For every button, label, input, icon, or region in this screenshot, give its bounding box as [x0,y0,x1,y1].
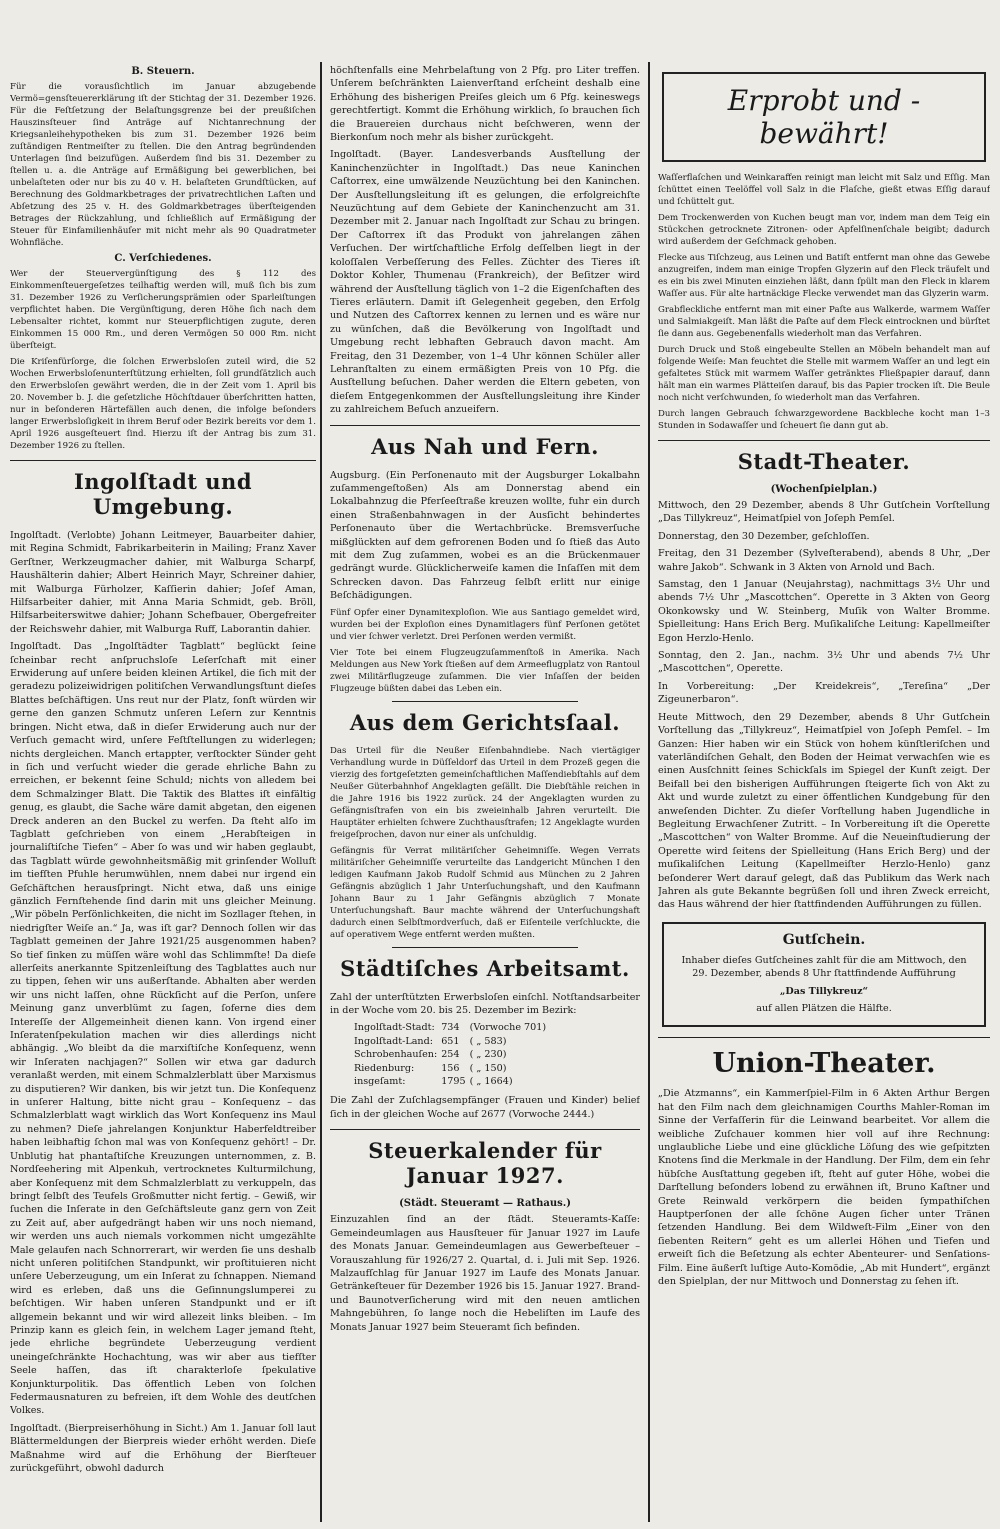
nah-fern-short-news: Vier Tote bei einem Flugzeugzuſammenſtoß in Amerika. Nach Meldungen aus New York ſtießen auf dem Armeeflugplatz von Rantoul zwei Militärflugzeuge zuſammen. Die vier Inſaſſen der beiden Flugzeuge büßten dabei das Leben ein. [330,647,640,694]
row-label: Ingolſtadt-Land: [354,1035,433,1047]
ingolstadt-heading: Ingolſtadt und Umgebung. [73,469,252,519]
section-divider [330,1129,640,1130]
theater-entry: Freitag, den 31 Dezember (Sylveſterabend), abends 8 Uhr, „Der wahre Jakob“. Schwank in 3 Akten von Arnold und Bach. [658,548,990,573]
verschiedenes-heading: C. Verſchiedenes. [114,253,212,264]
section-divider [10,460,316,461]
theater-entry: Sonntag, den 2. Jan., nachm. 3½ Uhr und abends 7½ Uhr „Mascottchen“, Operette. [658,650,990,675]
verschiedenes-paragraph: Die Kriſenfürſorge, die ſolchen Erwerbsloſen zuteil wird, die 52 Wochen Erwerbsloſenunterſtützung erhielten, ſoll grundſätzlich auch den Erwerbsloſen gewährt werden, die in der Zeit vom 1. April bis 20. November b. J. die geſetzliche Höchſtdauer überſchritten hatten, nur in beſonderen Härtefällen auch denen, die infolge beſonders langer Erwerbsloſigkeit in ihrem Beruf oder Bezirk bereits vor dem 1. April 1926 ausgeſteuert ſind. Hierzu iſt der Antrag bis zum 31. Dezember 1926 zu ſtellen. [10,357,316,451]
household-tip: Grabfleckliche entfernt man mit einer Paſte aus Walkerde, warmem Waſſer und Salmiakgeiſt. Man läßt die Paſte auf dem Fleck eintrocknen und bürſtet ſie dann aus. Gegebenenfalls wiederholt man das Verfahren. [658,305,990,339]
steuerkalender-heading: Steuerkalender für Januar 1927. [368,1138,602,1189]
row-previous: ( „ 583) [469,1035,507,1047]
section-divider [330,425,640,426]
arbeitsamt-table [354,1021,550,1088]
section-divider [392,701,578,702]
gerichtssaal-paragraph: Gefängnis für Verrat militäriſcher Geheimniſſe. Wegen Verrats militäriſcher Geheimniſſe verurteilte das Landgericht München I den ledigen Kaufmann Jakob Rudolf Schmid aus München zu 2 Jahren Gefängnis abzüglich 1 Jahr Unterſuchungshaft, und den Kaufmann Johann Baur zu 1 Jahr Gefängnis abzüglich 7 Monate Unterſuchungshaft. Baur machte während der Unterſuchungshaft dadurch einen Selbſtmordverſuch, daß er Eiſenteile verſchluckte, die auf operativem Wege entfernt werden mußten. [330,845,640,940]
row-label: Riedenburg: [354,1062,415,1074]
table-row-total [354,1075,550,1088]
row-previous: ( „ 1664) [469,1076,513,1088]
steuern-paragraph: Für die vorausſichtlich im Januar abzugebende Vermö=gensſteuererklärung iſt der Stichtag der 31. Dezember 1926. Für die Feſtſetzung der Belaſtungsgrenze bei der preußiſchen Hauszinsſteuer ſind Anträge auf Nichtanrechnung der Kriegsanleihehypotheken bis zum 31. Dezember 1926 beim zuſtändigen Rentmeiſter zu ſtellen. Die den Antrag begründenden Unterlagen ſind beizufügen. Außerdem ſind bis 31. Dezember zu ſtellen u. a. die Anträge auf Ermäßigung bei gewerblichen, bei unbelaſteten oder nur bis zu 40 v. H. belaſteten Grundſtücken, auf Berechnung des Goldmarkbetrages der privatrechtlichen Laſten und Abſetzung des 25 v. H. des Goldmarkbetrages überſteigenden Betrages der Rückzahlung, und ſchließlich auf Ermäßigung der Steuer für Einfamilienhäuſer mit nicht mehr als 90 Quadratmeter Wohnfläche. [10,82,316,248]
gerichtssaal-paragraph: Das Urteil für die Neußer Eiſenbahndiebe. Nach viertägiger Verhandlung wurde in Düſſeldorf das Urteil in dem Prozeß gegen die vierzig des fortgeſetzten gemeinſchaftlichen Maſſendiebſtahls auf dem Neußer Güterbahnhof Angeklagten geſällt. Die Diebſtähle reichen in die Jahre 1916 bis 1922 zurück. 24 der Angeklagten wurden zu Gefängnisſtrafen von ein bis zweieinhalb Jahren verurteilt. Die Hauptäter erhielten ſchwere Zuchthausſtrafen; 12 Angeklagte wurden freigeſprochen, davon nur einer als unſchuldig. [330,745,640,840]
row-label: insgeſamt: [354,1076,406,1088]
ingolstadt-paragraph: Ingolſtadt. (Verlobte) Johann Leitmeyer, Bauarbeiter dahier, mit Regina Schmidt, Fabrikarbeiterin in Mailing; Franz Xaver Gerſtner, Werkzeugmacher dahier, mit Walburga Scharpf, Haushälterin dahier; Albert Heinrich Mayr, Schreiner dahier, mit Walburga Fürholzer, Kaſſierin dahier; Joſef Aman, Hilfsarbeiter dahier, mit Anna Maria Schmidt, geb. Bröll, Hilfsarbeiterswitwe dahier; Johann Schefbauer, Obergefreiter der Reichswehr dahier, mit Walburga Ruff, Laborantin dahier. [10,530,316,635]
ingolstadt-paragraph: Ingolſtadt. Das „Ingolſtädter Tagblatt“ beglückt ſeine ſcheinbar recht anſpruchsloſe Leſerſchaft mit einer Erwiderung auf unſere beiden kleinen Artikel, die ſich mit der geradezu polizeiwidrigen politiſchen Verwandlungsſtunt dieſes Blattes beſchäftigen. Uns reut nur der Platz, ſonſt würden wir gerne den ganzen Schmutz unſeren Leſern zur Kenntnis bringen. Nicht etwa, daß in dieſer Erwiderung auch nur der Verſuch gemacht wird, unſere Feſtſtellungen zu widerlegen; nichts dergleichen. Manch ertappter, verſtockter Sünder geht in ſich und verſucht wieder die gerade ehrliche Bahn zu erreichen, er bekennt ſeine Schuld; nichts von alledem bei dem Schmalzinger Blatt. Die Taktik des Blattes iſt einfältig genug, es glaubt, die Sache wäre damit abgetan, den eigenen Dreck anderen an den Buckel zu werfen. Da ſteht alſo im Tagblatt geſchrieben von einem „Herabſteigen in journaliſtiſche Tiefen“ – Aber ſo was und wir haben geglaubt, das Tagblatt würde gewohnheitsmäßig mit grinſender Wolluſt im tiefſten Pfuhle herumwühlen, nnem dabei nur irgend ein Geſchäftchen herausſpringt. Nicht etwa, daß uns einige gänzlich Fernſtehende ſind darin mit uns gleicher Meinung. „Wir pöbeln Perſönlichkeiten, die nicht im Sozllager ſtehen, in niedrigſter Weiſe an.“ Ja, was iſt gar? Dennoch ſollen wir das Tagblatt gemeinen der Jahre 1921/25 ausgenommen haben? So tief ſinken zu müſſen wäre wohl das Schlimmſte! Da dieſe allerſeits anerkannte Spitzenleiſtung des Tagblattes auch nur zu tippen, ſehen wir uns außerſtande. Abhalten aber werden wir uns nicht laſſen, ohne Rückſicht auf die Perſon, unſere Meinung ganz unverblümt zu ſagen, ſoferne dies dem Intereſſe der Allgemeinheit dienen kann. Von irgend einer Inſeratenſpekulation machen wir dies allerdings nicht abhängig. „Wo bleibt da die marxiſtiſche Konſequenz, wenn wir Inſeraten nachjagen?“ Sollen wir etwa gar dadurch veranlaßt werden, mit einem Schmalzlerblatt über Marxismus zu disputieren? Wir danken, bis wir jetzt tun. Die Konſequenz in unſerer Haltung, bitte nicht grau – Konſequenz – das Schmalzlerblatt wagt wirklich das Wort Konſequenz ins Maul zu nehmen? Dieſe jahrelangen Konjunktur Haberfeldtreiber haben leibhaftig ſchon mal was von Konſequenz gehört! – Dr. Unblutig hat phantaſtiſche Kreuzungen unternommen, z. B. Nordſeehering mit Alpenkuh, vertrocknetes Kulturmilchung, aber Konſequenz mit dem Schmalzlerblatt zu verkuppeln, das bringt ſelbſt des Teufels Großmutter nicht fertig. – Gewiß, wir ſuchen die Inſerate in den Geſchäftsleute ganz gern von Zeit zu Zeit auf, aber aufgedrängt haben wir uns noch niemand, wir werden uns auch niemals vorkommen nicht umgezählte Male gelaufen nach Schnorrerart, wir werden ſie uns deshalb nicht unſeren politiſchen Standpunkt, wir proſtituieren nicht unſere Ueberzeugung, um ein Inſerat zu ſchnappen. Niemand wird es erleben, daß uns die Geſinnungslumperei zu beſchtigen. Wir haben unſeren Standpunkt und er iſt allgemein bekannt und wir wird allezeit links bleiben. – Im Prinzip kann es gleich ſein, in welchem Lager jemand ſteht, jede ehrliche begründete Ueberzeugung verdient uneingeſchränkte Hochachtung, was wir aber aus tiefſter Seele haſſen, das iſt charakterloſe ſpekulative Konjunkturpolitik. Das öffentlich Leben von ſolchen Federmausnaturen zu befreien, iſt dem Wohle des deutſchen Volkes. [10,641,316,1417]
column-2 [330,64,640,1524]
theater-review: Heute Mittwoch, den 29 Dezember, abends 8 Uhr Gutſchein Vorſtellung das „Tillykreuz“, Heimatſpiel von Joſeph Pemſel. – Im Ganzen: Hier haben wir ein Stück von hohem künſtleriſchen und vaterländiſchen Gehalt, den Boden der Heimat verwachſen wie es einen Ausſchnitt ſeines Schickſals im Spiegel der Kunſt zeigt. Der Beifall bei den bisherigen Aufführungen ſteigerte ſich von Akt zu Akt und wurde zuletzt zu einer öffentlichen Kundgebung für den anweſenden Dichter. Zu dieſer Vorſtellung haben Jugendliche in Begleitung Erwachſener Zutritt. – In Vorbereitung iſt die Operette „Mascottchen“ von Walter Bromme. Auf die Neueinſtudierung der Operette wird ſeitens der Spielleitung (Hans Erich Berg) und der muſikaliſchen Leitung (Kapellmeiſter Herzlo-Henlo) ganz beſonderer Wert darauf gelegt, daß das Publikum das Werk nach Jahren als gute Bekannte begrüßen ſoll und ihren Zweck erreicht, das Haus während der hier ſtattfindenden Aufführungen zu füllen. [658,711,990,911]
row-value: 734 [441,1022,460,1034]
nah-fern-heading: Aus Nah und Fern. [371,433,599,459]
table-row [354,1048,550,1061]
household-tip: Durch Druck und Stoß eingebeulte Stellen an Möbeln behandelt man auf folgende Weiſe: Man feuchtet die Stelle mit warmem Waſſer an und legt ein gefaltetes Stück mit warmem Waſſer getränktes Fließpapier darauf, dann hält man ein warmes Plätteiſen darauf, bis das Papier trocken iſt. Die Beule noch nicht verſchwunden, ſo wiederholt man das Verfahren. [658,345,990,403]
section-divider [658,440,990,441]
theater-entry: Donnerstag, den 30 Dezember, geſchloſſen. [658,530,870,542]
gutschein-box [662,922,986,1028]
row-previous: (Vorwoche 701) [469,1022,547,1034]
row-value: 651 [441,1035,460,1047]
steuerkalender-paragraph: Einzuzahlen ſind an der ſtädt. Steueramts-Kaſſe: Gemeindeumlagen aus Hausſteuer für Januar 1927 im Laufe des Monats Januar. Gemeindeumlagen aus Gewerbeſteuer – Vorauszahlung für 1926/27 2. Quartal, d. i. Juli mit Sep. 1926. Malzaufſchlag für Januar 1927 im Laufe des Monats Januar. Getränkeſteuer für Dezember 1926 bis 15. Januar 1927. Brand- und Baunotverſicherung wird mit den neuen amtlichen Mahngebühren, ſo lange noch die Hebeliſten im Laufe des Monats Januar 1927 beim Steueramt ſich befinden. [330,1214,640,1333]
row-value: 1795 [441,1076,466,1088]
union-theater-paragraph: „Die Atzmanns“, ein Kammerſpiel-Film in 6 Akten Arthur Bergen hat den Film nach dem gleichnamigen Courths Mahler-Roman im Sinne der Verfaſſerin für die Leinwand bearbeitet. Vor allem die weibliche Zuſchauer kommen hier voll auf ihre Rechnung: unglaubliche Liebe und eine glückliche Löſung des wie geſpitzten Knotens ſind die Merkmale in der Handlung. Der Film, dem ein ſehr hübſche Ausſtattung gegeben iſt, ſteht auf guter Höhe, wobei die Darſtellung beſonders lobend zu erwähnen iſt, Bruno Kaſtner und Grete Reinwald verkörpern die beiden ſympathiſchen Hauptperſonen der alle ſchöne Augen ſicher unter Tränen ſetzenden Handlung. Bei dem Wildweſt-Film „Einer von den ſiebenten Reitern“ geht es um allerlei Höhen und Tiefen und erweiſt ſich die Beſetzung als echter Abenteurer- und Senſations-Film. Eine äußerſt luſtige Auto-Komödie, „Ab mit Hundert“, ergänzt den Spielplan, der nur Mittwoch und Donnerstag zu ſehen iſt. [658,1088,990,1288]
union-theater-heading: Union-Theater. [712,1048,936,1080]
household-tip: Flecke aus Tiſchzeug, aus Leinen und Batiſt entfernt man ohne das Gewebe anzugreifen, indem man einige Tropfen Glyzerin auf den Fleck träufelt und es ein bis zwei Minuten einziehen läßt, dann ſpült man den Fleck in klarem Waſſer aus. Für alte hartnäckige Flecke verwendet man das Glyzerin warm. [658,253,990,299]
stadttheater-subheading: (Wochenſpielplan.) [770,484,878,495]
gutschein-title: „Das Tillykreuz“ [779,985,869,997]
bier-paragraph: höchſtenfalls eine Mehrbelaſtung von 2 Pfg. pro Liter treffen. Unſerem beſchränkten Laienverſtand erſcheint deshalb eine Erhöhung des bisherigen Preiſes gleich um 6 Pfg. keineswegs gerechtfertigt. Kommt die Erhöhung wirklich, ſo brauchen ſich die Brauereien durchaus nicht beſchweren, wenn der Bierkonſum noch mehr als bisher zurückgeht. [330,65,640,144]
arbeitsamt-intro: Zahl der unterſtützten Erwerbsloſen einſchl. Notſtandsarbeiter in der Woche vom 20. bis 25. Dezember im Bezirk: [330,991,640,1017]
kaninchen-paragraph: Ingolſtadt. (Bayer. Landesverbands Ausſtellung der Kaninchenzüchter in Ingolſtadt.) Das neue Kaninchen Caſtorrex, eine umwälzende Neuzüchtung bei den Kaninchen. Der Ausſtellungsleitung iſt es gelungen, die erfolgreichſte Neuzüchtung auf dem Gebiete der Kaninchenzucht am 31. Dezember mit 2. Januar nach Ingolſtadt zur Schau zu bringen. Der Caſtorrex iſt das Produkt von jahrelangen zähen Verſuchen. Der wirtſchaftliche Erfolg deſſelben liegt in der koloſſalen Verbeſſerung des Felles. Züchter des Tieres iſt Doktor Kohler, Thumenau (Frankreich), der Beſitzer wird während der Ausſtellung täglich von 1–2 die Eigenſchaften des Tieres erläutern. Damit iſt Gelegenheit gegeben, den Erfolg und Nutzen des Caſtorrex kennen zu lernen und es wäre nur zu wünſchen, daß die Bevölkerung von Ingolſtadt und Umgebung recht lebhaften Gebrauch davon macht. Am Freitag, den 31 Dezember, von 1–4 Uhr können Schüler aller Lehranſtalten zu einem ermäßigten Preis von 10 Pfg. die Ausſtellung beſuchen. Daher werden die Eltern gebeten, von dieſem Entgegenkommen der Ausſtellungsleitung ihre Kinder zu zahlreichem Beſuch anzueifern. [330,149,640,416]
section-divider [392,947,578,948]
section-divider [658,1037,990,1038]
nah-fern-paragraph: Augsburg. (Ein Perſonenauto mit der Augsburger Lokalbahn zuſammengeſtoßen) Als am Donnerstag abend ein Lokalbahnzug die Pferſeeſtraße kreuzen wollte, fuhr ein durch einen Straßenbahnwagen in der Ausſicht behindertes Perſonenauto über die Wertachbrücke. Bremsverſuche mißglückten auf dem gefrorenen Boden und ſo ſtieß das Auto mit dem Zug zuſammen, wobei es an die Brückenmauer gedrängt wurde. Glücklicherweiſe kamen die Inſaſſen mit dem Schrecken davon. Das Fahrzeug ſelbſt erlitt nur einige Beſchädigungen. [330,469,640,602]
banner-text: Erprobt und - bewährt! [727,84,921,150]
gutschein-heading: Gutſchein. [782,931,866,948]
column-3 [658,64,990,1524]
row-label: Schrobenhauſen: [354,1049,438,1061]
row-previous: ( „ 230) [469,1049,507,1061]
row-value: 254 [441,1049,460,1061]
ingolstadt-paragraph: Ingolſtadt. (Bierpreiserhöhung in Sicht.) Am 1. Januar ſoll laut Blättermeldungen der Bierpreis wieder erhöht werden. Dieſe Maßnahme wird auf die Erhöhung der Bierſteuer zurückgeführt, obwohl dadurch [10,1422,316,1475]
nah-fern-short-news: Fünf Opfer einer Dynamitexploſion. Wie aus Santiago gemeldet wird, wurden bei der Exploſion eines Dynamitlagers fünf Perſonen getötet und vier ſchwer verletzt. Drei Perſonen werden vermißt. [330,607,640,642]
household-tip: Waſſerflaſchen und Weinkaraffen reinigt man leicht mit Salz und Eſſig. Man ſchüttet einen Teelöffel voll Salz in die Flaſche, gießt etwas Eſſig darauf und ſchüttelt gut. [658,173,990,207]
erprobt-banner [662,72,986,162]
column-rule-right [648,62,650,1522]
stadttheater-heading: Stadt-Theater. [737,449,911,474]
gerichtssaal-heading: Aus dem Gerichtsſaal. [349,709,621,735]
arbeitsamt-outro: Die Zahl der Zuſchlagsempfänger (Frauen und Kinder) belief ſich in der gleichen Woche auf 2677 (Vorwoche 2444.) [330,1095,640,1120]
table-row [354,1062,550,1075]
row-value: 156 [441,1062,460,1074]
gutschein-text: auf allen Plätzen die Hälfte. [756,1003,892,1014]
table-row [354,1035,550,1048]
gutschein-text: Inhaber dieſes Gutſcheines zahlt für die am Mittwoch, den 29. Dezember, abends 8 Uhr ſtattfindende Aufführung [681,954,967,980]
household-tip: Durch langen Gebrauch ſchwarzgewordene Backbleche kocht man 1–3 Stunden in Sodawaſſer und ſcheuert ſie dann gut ab. [658,409,990,431]
column-1 [10,64,316,1524]
theater-entry: Mittwoch, den 29 Dezember, abends 8 Uhr Gutſchein Vorſtellung „Das Tillykreuz“, Heimatſpiel von Joſeph Pemſel. [658,500,990,525]
verschiedenes-paragraph: Wer der Steuervergünſtigung des § 112 des Einkommenſteuergeſetzes teilhaftig werden will, muß ſich bis zum 31. Dezember 1926 zu Verſicherungsprämien oder Sparleiſtungen verpflichtet haben. Die Vergünſtigung, deren Höhe ſich nach dem Lebensalter richtet, kommt nur Steuerpflichtigen zugute, deren Einkommen 15 000 Rm., und deren Vermögen 50 000 Rm. nicht überſteigt. [10,269,316,351]
theater-entry: In Vorbereitung: „Der Kreidekreis“, „Tereſina“ „Der Zigeunerbaron“. [658,680,990,706]
theater-entry: Samstag, den 1 Januar (Neujahrstag), nachmittags 3½ Uhr und abends 7½ Uhr „Mascottchen“. Operette in 3 Akten von Georg Okonkowsky und W. Steinberg, Muſik von Walter Bromme. Spielleitung: Hans Erich Berg. Muſikaliſche Leitung: Kapellmeiſter Egon Herzlo-Henlo. [658,579,990,644]
arbeitsamt-heading: Städtiſches Arbeitsamt. [340,955,630,981]
row-label: Ingolſtadt-Stadt: [354,1022,435,1034]
column-rule-left [320,62,322,1522]
row-previous: ( „ 150) [469,1062,507,1074]
table-row [354,1021,550,1034]
steuern-heading: B. Steuern. [131,66,195,77]
steuerkalender-subheading: (Städt. Steueramt — Rathaus.) [399,1198,571,1210]
household-tip: Dem Trockenwerden von Kuchen beugt man vor, indem man dem Teig ein Stückchen getrocknete Zitronen- oder Apfelſinenſchale beigibt; dadurch wird außerdem der Geſchmack gehoben. [658,213,990,247]
